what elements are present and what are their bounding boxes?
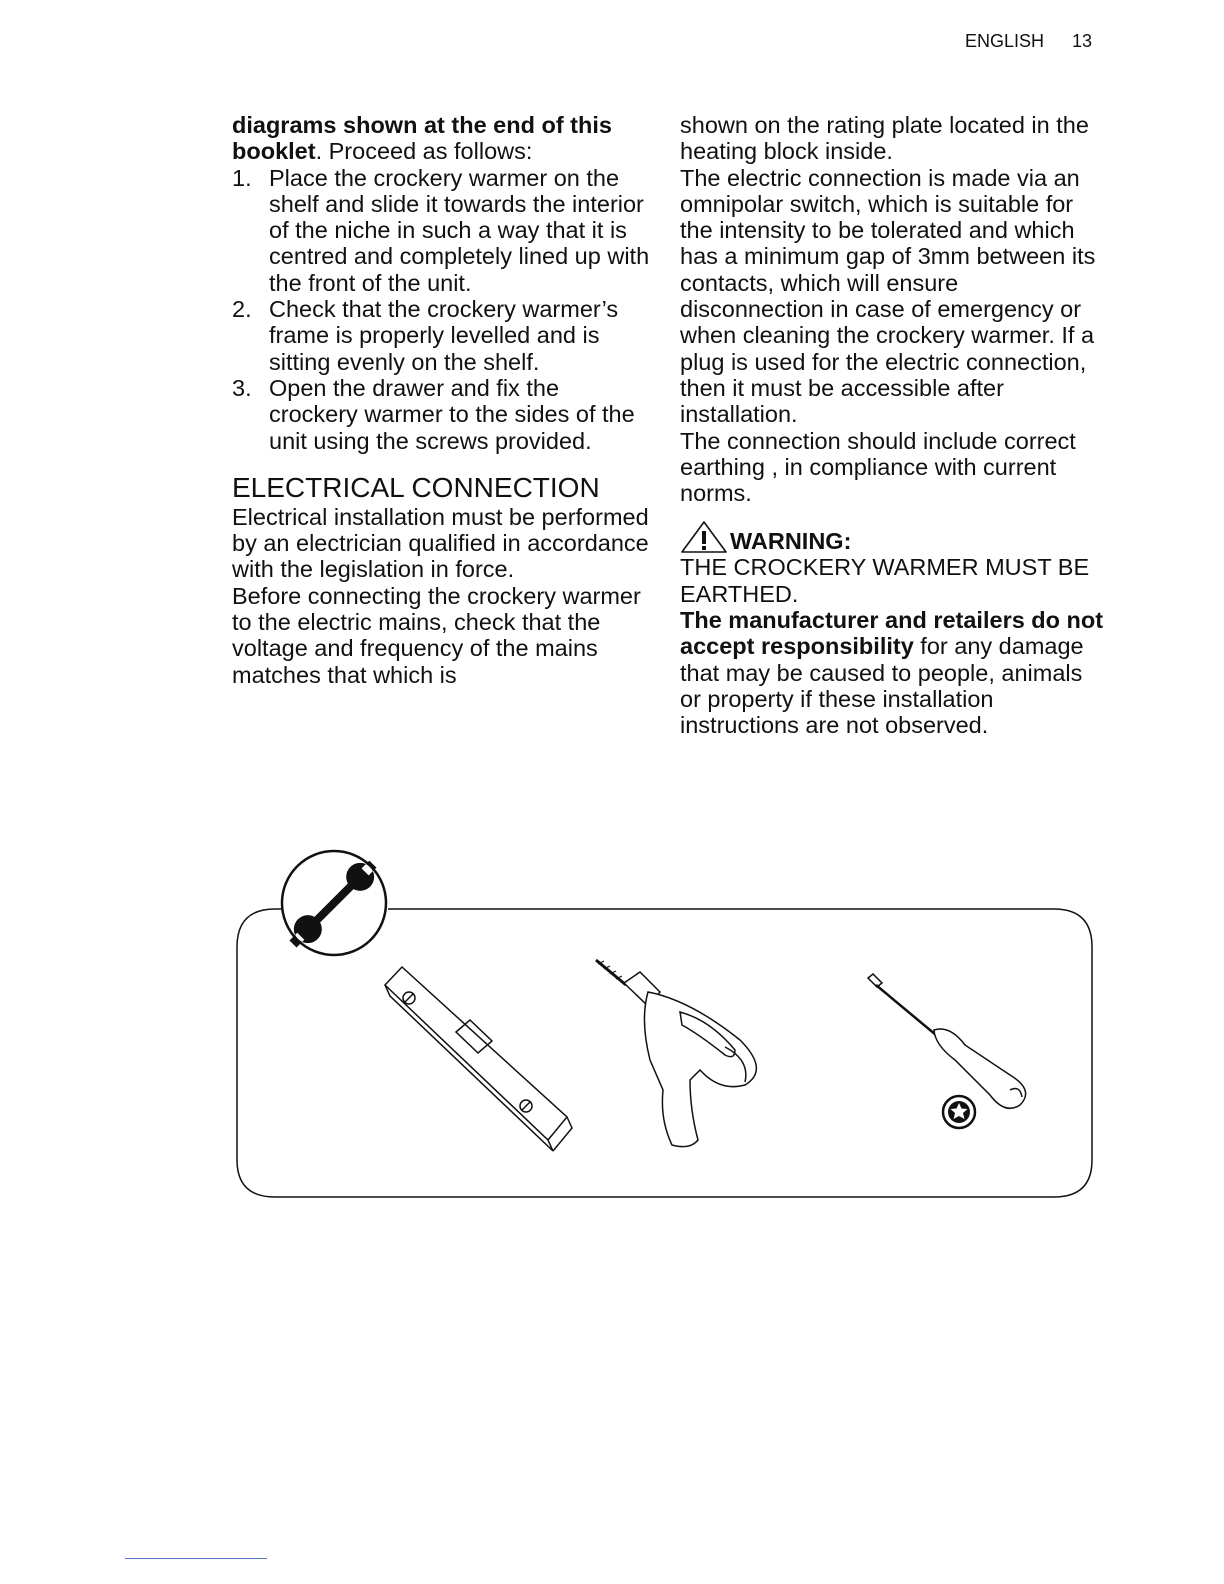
warning-icon [680, 520, 728, 554]
torx-head-icon [943, 1096, 975, 1128]
footnote-divider [125, 1558, 267, 1559]
step-text: Open the drawer and fix the crockery warmer to the sides of the unit using the screws provided. [269, 374, 635, 454]
list-item [232, 296, 652, 375]
page-number: 13 [1071, 31, 1092, 51]
warning-text: THE CROCKERY WARMER MUST BE EARTHED. [680, 554, 1090, 607]
installation-steps [232, 165, 652, 454]
warning-label: WARNING: [730, 528, 852, 555]
step-number: 2. [232, 296, 252, 323]
step-number: 3. [232, 374, 252, 401]
list-item [232, 375, 652, 454]
spirit-level-icon [385, 967, 572, 1151]
earthing-paragraph: The connection should include correct earthing , in compliance with current norms. [680, 427, 1076, 507]
page-header [940, 31, 1092, 52]
drill-icon [596, 960, 756, 1147]
step-number: 1. [232, 164, 252, 191]
screwdriver-icon [868, 974, 1026, 1108]
rating-plate-paragraph: shown on the rating plate located in the heating block inside. [680, 112, 1089, 165]
header-language: ENGLISH [964, 31, 1044, 51]
liability-bold: The manufacturer and retailers do not accept responsibility [680, 607, 1104, 660]
step-text: Place the crockery warmer on the shelf and slide it towards the interior of the niche in such a way that it is centred and completely lined up with the front of the unit. [269, 164, 650, 296]
wrench-icon [282, 851, 386, 955]
switch-paragraph: The electric connection is made via an omnipolar switch, which is suitable for the intensity to be tolerated and which has a minimum gap of 3mm between its contacts, which will ensure disconnection in case of emergency or when cleaning the crockery warmer. If a plug is used for the electric connection, then it must be accessible after installation. [680, 164, 1096, 428]
liability-paragraph [680, 607, 1105, 738]
electrical-paragraph-1: Electrical installation must be performed by an electrician qualified in accordance with the legislation in force. [232, 503, 649, 583]
section-title: ELECTRICAL CONNECTION [232, 471, 600, 503]
intro-rest: . Proceed as follows: [315, 138, 533, 165]
step-text: Check that the crockery warmer’s frame is properly levelled and is sitting evenly on the shelf. [269, 296, 619, 375]
electrical-paragraph-2: Before connecting the crockery warmer to the electric mains, check that the voltage and frequency of the mains matches that which is [232, 582, 641, 688]
liability-rest: for any damage that may be caused to people, animals or property if these installation instructions are not observed. [680, 633, 1084, 739]
left-column [232, 112, 652, 688]
warning-heading [680, 518, 1105, 554]
intro-bold: diagrams shown at the end of this booklet [232, 112, 612, 165]
list-item [232, 165, 652, 296]
tools-panel-frame [237, 909, 1092, 1197]
right-column [680, 112, 1105, 739]
intro-paragraph [232, 112, 652, 165]
